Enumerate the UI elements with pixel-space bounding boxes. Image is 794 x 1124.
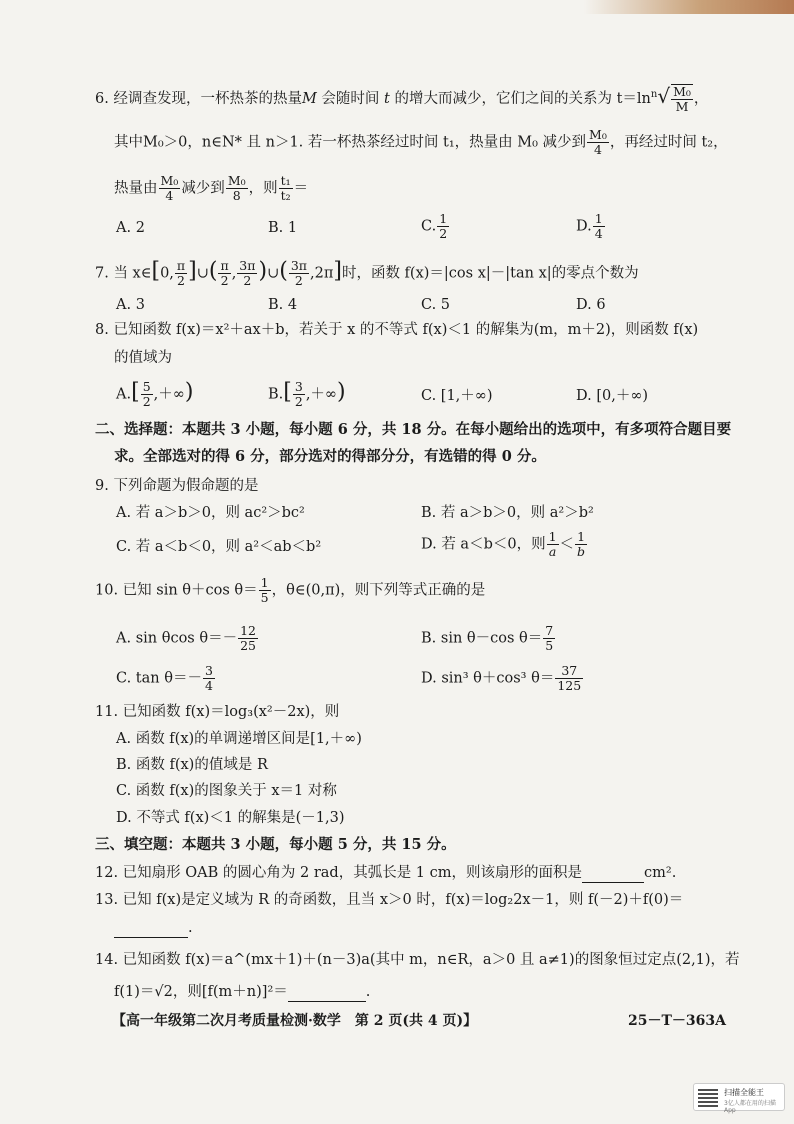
- q6-option-d: D. $\frac{1}{4}$: [576, 211, 603, 241]
- exam-code: 25－T－363A: [628, 1013, 726, 1029]
- q9-option-a: A. 若 a＞b＞0，则 ac²＞bc²: [116, 505, 305, 521]
- q7-option-d: D. 6: [576, 297, 606, 313]
- q6-option-b: B. 1: [268, 220, 298, 236]
- q11-option-b: B. 函数 f(x)的值域是 R: [116, 757, 268, 773]
- section2-heading-line1: 二、选择题：本题共 3 小题，每小题 6 分，共 18 分。在每小题给出的选项中，有多项符合题目要: [95, 421, 732, 438]
- q6-line2: 其中M₀＞0，n∈N* 且 n＞1. 若一杯热茶经过时间 t₁，热量由 M₀ 减少到 $\frac{\text{M₀}}{4}$ ，再经过时间 t₂，: [114, 127, 728, 157]
- q11-option-a: A. 函数 f(x)的单调递增区间是[1,＋∞): [116, 731, 362, 747]
- q10-option-a: A. sin θcos θ＝－ $\frac{12}{25}$: [116, 623, 256, 653]
- q14-line2: f(1)＝√2，则[f(m＋n)]²＝ .: [114, 984, 371, 1000]
- q6-option-a: A. 2: [116, 220, 145, 236]
- badge-subtitle: 3亿人都在用的扫描App: [724, 1100, 776, 1114]
- q8-option-b: B.[ $\frac{3}{2}$ ,＋∞): [268, 379, 346, 409]
- q7-option-c: C. 5: [421, 297, 451, 313]
- q6-option-c: C. $\frac{1}{2}$: [421, 211, 448, 241]
- q9-option-d: D. 若 a＜b＜0，则 $\frac{1}{a}$ ＜ $\frac{1}{b}$: [421, 529, 586, 559]
- q9-option-b: B. 若 a＞b＞0，则 a²＞b²: [421, 505, 594, 521]
- q10-stem: 10. 已知 sin θ＋cos θ＝ $\frac{1}{5}$ ，θ∈(0,π)，则下列等式正确的是: [95, 575, 486, 605]
- q10-option-d: D. sin³ θ＋cos³ θ＝ $\frac{37}{125}$: [421, 663, 582, 693]
- q8-option-d: D. [0,＋∞): [576, 388, 649, 404]
- q10-option-c: C. tan θ＝－ $\frac{3}{4}$: [116, 663, 213, 693]
- section3-heading: 三、填空题：本题共 3 小题，每小题 5 分，共 15 分。: [95, 836, 456, 853]
- scanner-watermark-badge: [693, 1083, 785, 1114]
- q11-option-c: C. 函数 f(x)的图象关于 x＝1 对称: [116, 783, 337, 799]
- q7-option-b: B. 4: [268, 297, 298, 313]
- q13-answer-blank[interactable]: [114, 937, 188, 938]
- q14-line1: 14. 已知函数 f(x)＝a^(mx＋1)＋(n－3)a(其中 m，n∈R，a＞0 且 a≠1)的图象恒过定点(2,1)，若: [95, 952, 740, 968]
- qr-code-icon: [698, 1087, 718, 1107]
- q14-answer-blank[interactable]: [288, 1001, 366, 1002]
- q9-stem: 9. 下列命题为假命题的是: [95, 478, 259, 494]
- q8-line1: 8. 已知函数 f(x)＝x²＋ax＋b，若关于 x 的不等式 f(x)＜1 的解集为(m，m＋2)，则函数 f(x): [95, 322, 699, 338]
- q6-line1: 6. 经调查发现，一杯热茶的热量M 会随时间 t 的增大而减少，它们之间的关系为 $t=\ln^n√$ $\frac{\text{M₀}}{M}$ ，: [95, 84, 709, 114]
- q13-stem: 13. 已知 f(x)是定义域为 R 的奇函数，且当 x＞0 时，f(x)＝log₂2x－1，则 f(－2)＋f(0)＝: [95, 892, 684, 908]
- q8-line2: 的值域为: [114, 350, 172, 366]
- q7-stem: 7. 当 x∈[0, $\frac{\pi}{2}$ ]∪( $\frac{\pi}{2}$ , $\frac{3\pi}{2}$ )∪( $\frac{3\pi}{2}$ ,2π]时，函数 f(x)＝|cos x|－|tan x|的零点个数为: [95, 258, 639, 288]
- q12-stem: 12. 已知扇形 OAB 的圆心角为 2 rad，其弧长是 1 cm，则该扇形的面积是 cm².: [95, 865, 677, 881]
- q8-option-c: C. [1,＋∞): [421, 388, 493, 404]
- q11-stem: 11. 已知函数 f(x)＝log₃(x²－2x)，则: [95, 704, 340, 720]
- nth-root: $^n$√ $\frac{\text{M₀}}{M}$: [650, 84, 691, 114]
- q10-option-b: B. sin θ－cos θ＝ $\frac{7}{5}$: [421, 623, 554, 653]
- q6-line3: 热量由 $\frac{\text{M₀}}{4}$ 减少到 $\frac{\text{M₀}}{8}$ ，则 $\frac{\text{t₁}}{\text{t₂}}$ ＝: [114, 173, 309, 203]
- page-footer: 【高一年级第二次月考质量检测·数学 第 2 页(共 4 页)】: [112, 1013, 478, 1029]
- q11-option-d: D. 不等式 f(x)＜1 的解集是(－1,3): [116, 810, 345, 826]
- q7-option-a: A. 3: [116, 297, 145, 313]
- section2-heading-line2: 求。全部选对的得 6 分，部分选对的得部分分，有选错的得 0 分。: [114, 448, 546, 465]
- q12-answer-blank[interactable]: [582, 882, 644, 883]
- badge-title: 扫描全能王: [724, 1088, 764, 1097]
- q13-answer-line: .: [114, 918, 193, 938]
- page-edge-stain: [584, 0, 794, 14]
- q8-option-a: A.[ $\frac{5}{2}$ ,＋∞): [116, 379, 194, 409]
- q9-option-c: C. 若 a＜b＜0，则 a²＜ab＜b²: [116, 539, 322, 555]
